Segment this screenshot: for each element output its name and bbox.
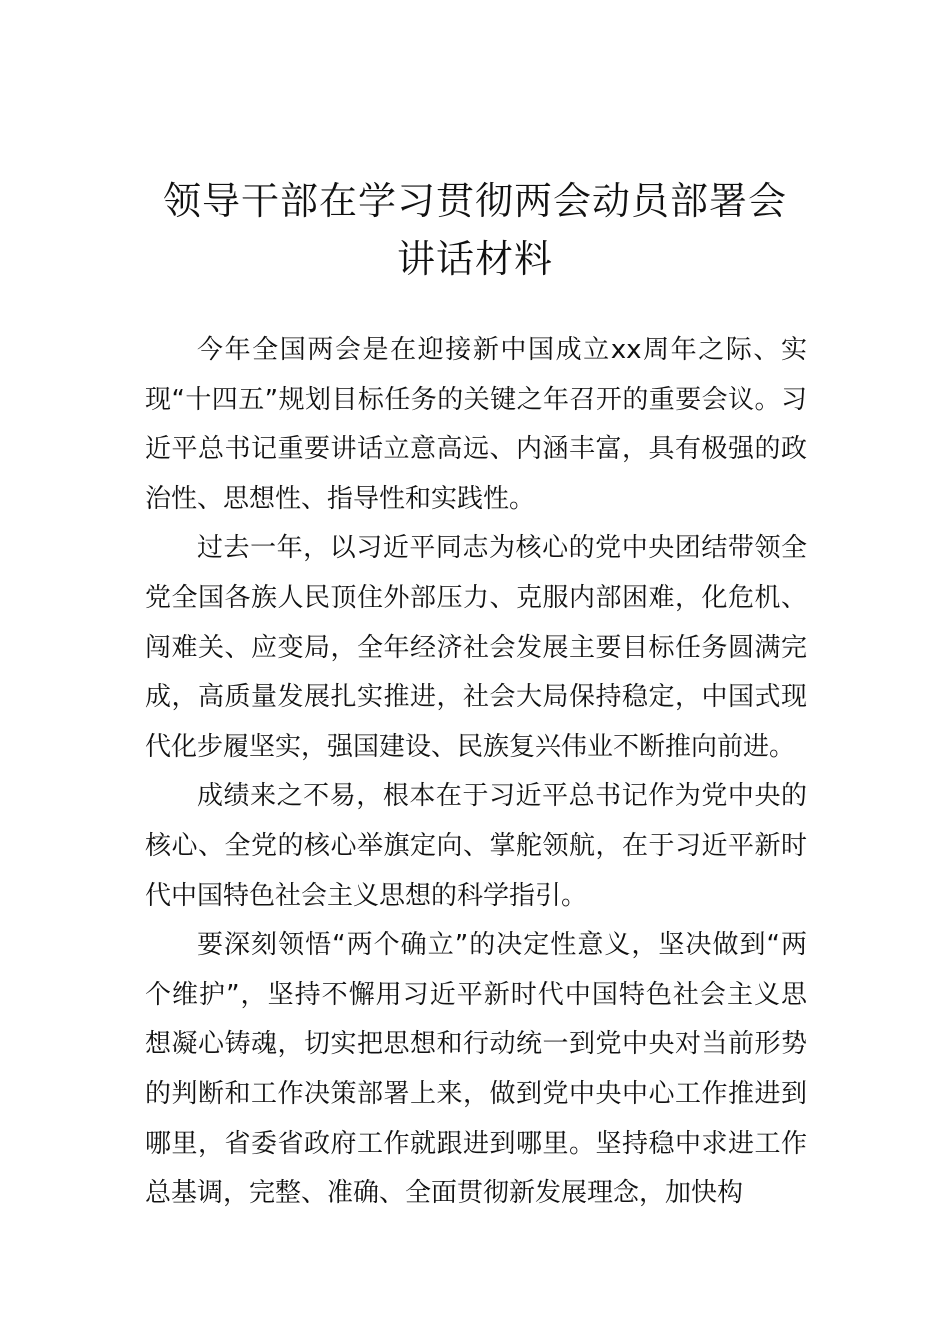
paragraph-1: 今年全国两会是在迎接新中国成立xx周年之际、实现“十四五”规划目标任务的关键之年召开的重要会议。习近平总书记重要讲话立意高远、内涵丰富，具有极强的政治性、思想性、指导性和实践性。 [145,335,807,514]
document-body [145,326,807,1219]
paragraph-3: 成绩来之不易，根本在于习近平总书记作为党中央的核心、全党的核心举旗定向、掌舵领航，在于习近平新时代中国特色社会主义思想的科学指引。 [145,781,807,911]
document-title: 领导干部在学习贯彻两会动员部署会讲话材料 [162,179,787,281]
paragraph-4: 要深刻领悟“两个确立”的决定性意义，坚决做到“两个维护”，坚持不懈用习近平新时代中国特色社会主义思想凝心铸魂，切实把思想和行动统一到党中央对当前形势的判断和工作决策部署上来，做到党中央中心工作推进到哪里，省委省政府工作就跟进到哪里。坚持稳中求进工作总基调，完整、准确、全面贯彻新发展理念，加快构 [145,930,807,1209]
paragraph-2: 过去一年，以习近平同志为核心的党中央团结带领全党全国各族人民顶住外部压力、克服内部困难，化危机、闯难关、应变局，全年经济社会发展主要目标任务圆满完成，高质量发展扎实推进，社会大局保持稳定，中国式现代化步履坚实，强国建设、民族复兴伟业不断推向前进。 [145,533,807,762]
